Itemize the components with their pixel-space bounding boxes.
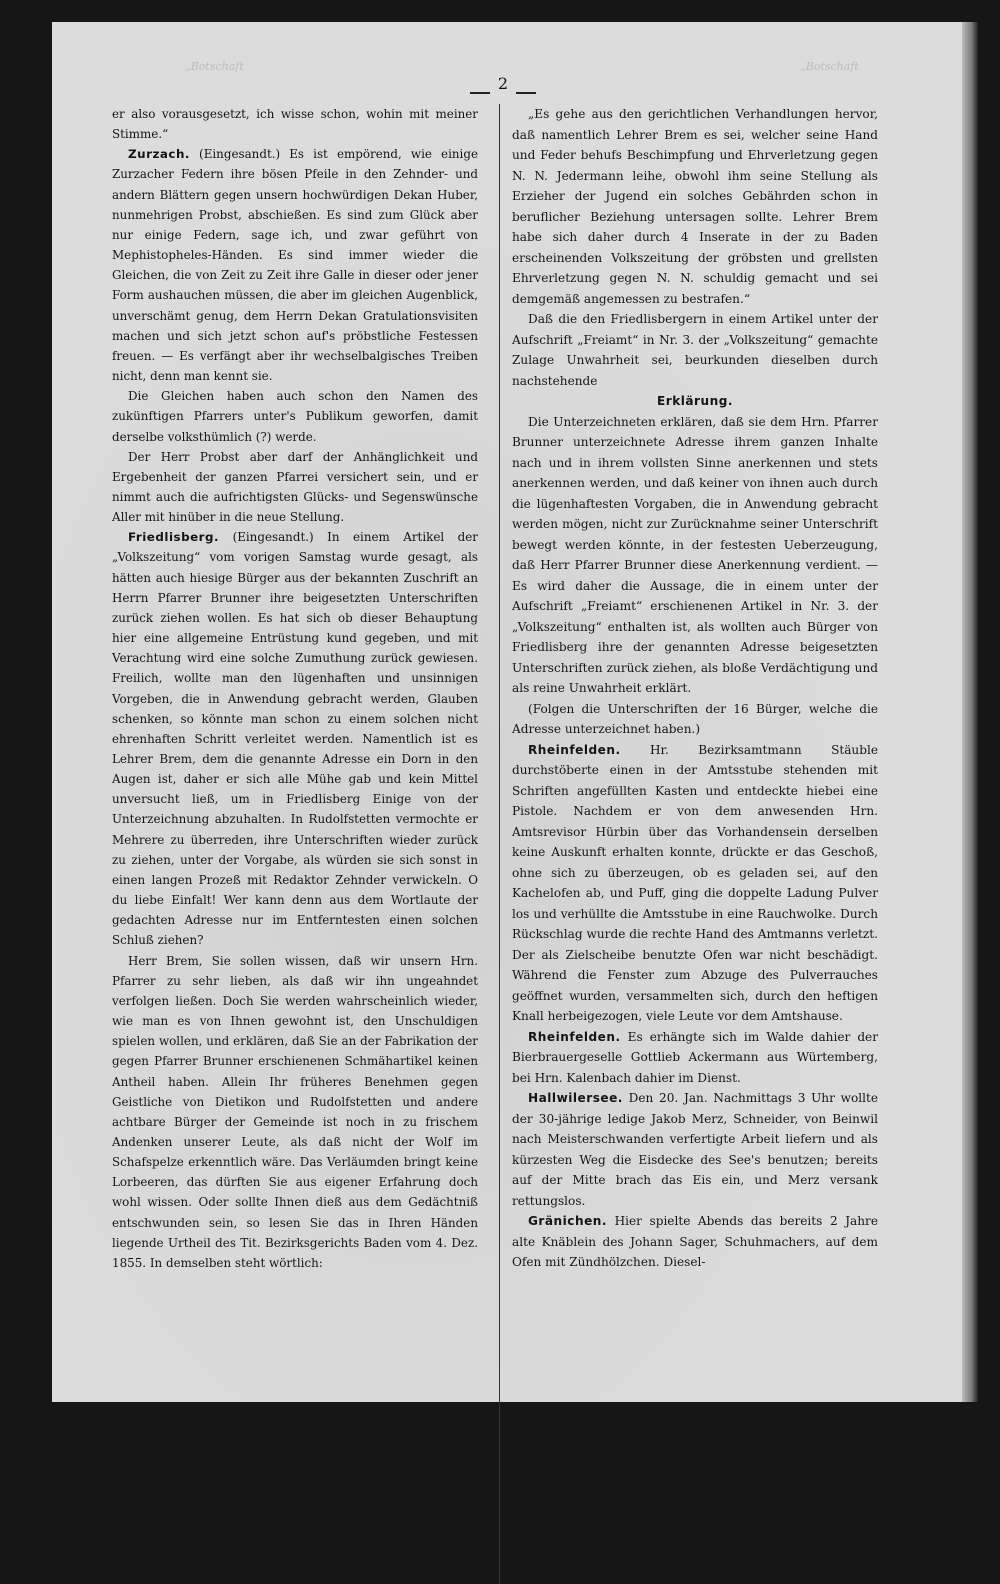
dateline: Zurzach. [128, 147, 190, 162]
article-paragraph [512, 699, 878, 740]
article-paragraph [112, 527, 478, 950]
dateline: Rheinfelden. [528, 742, 621, 757]
heading-text: Erklärung. [656, 394, 733, 408]
section-heading [512, 391, 878, 412]
paragraph-text: (Eingesandt.) Es ist empörend, wie einige Zurzacher Federn ihre bösen Pfeile in den Zehnder- und andern Blättern gegen unsern hochwürdigen Dekan Huber, nunmehrigen Probst, abschießen. Es sind zum Glück aber nur einige Federn, sage ich, und zwar geführt von Mephistopheles-Händen. Es sind immer wieder die Gleichen, die von Zeit zu Zeit ihre Galle in dieser oder jener Form aushauchen müssen, die aber im gleichen Augenblick, unverschämt genug, dem Herrn Dekan Gratulationsvisiten machen und sich jetzt schon auf's pröbstliche Festessen freuen. — Es verfängt aber ihr wechselbalgisches Treiben nicht, denn man kennt sie. [112, 147, 478, 384]
article-paragraph [512, 309, 878, 391]
article-paragraph [512, 1027, 878, 1089]
paragraph-text: Die Unterzeichneten erklären, daß sie dem Hrn. Pfarrer Brunner unterzeichnete Adresse ihrem ganzen Inhalte nach und in ihrem vollsten Sinne anerkennen und stets anerkennen werden, und daß keiner von ihnen auch durch die lügenhaftesten Vorgaben, die in Anwendung gebracht werden mögen, nicht zur Zurücknahme seiner Unterschrift bewegt werden könnte, in der festesten Ueberzeugung, daß Herr Pfarrer Brunner diese Anerkennung verdient. — Es wird daher die Aussage, die in einem unter der Aufschrift „Freiamt“ erschienenen Artikel in Nr. 3. der „Volkszeitung“ enthalten ist, als wollten auch Bürger von Friedlisberg ihre der genannten Adresse beigesetzten Unterschriften zurück ziehen, als bloße Verdächtigung und als reine Unwahrheit erklärt. [512, 414, 878, 695]
bleed-through-text-left: „Botschaft [185, 60, 244, 73]
dateline: Friedlisberg. [128, 530, 220, 545]
page-fold-shadow [962, 22, 978, 1402]
article-paragraph [512, 412, 878, 699]
page-number-rule-right [516, 92, 536, 94]
paragraph-text: Der Herr Probst aber darf der Anhänglichkeit und Ergebenheit der ganzen Pfarrei versichert sein, und er nimmt auch die aufrichtigsten Glücks- und Segenswünsche Aller mit hinüber in die neue Stellung. [112, 449, 478, 525]
paragraph-text: Hr. Bezirksamtmann Stäuble durchstöberte einen in der Amtsstube stehenden mit Schriften angefüllten Kasten und entdeckte hiebei eine Pistole. Nachdem er von dem anwesenden Hrn. Amtsrevisor Hürbin über das Vorhandensein derselben keine Auskunft erhalten konnte, drückte er das Geschoß, ohne sich zu überzeugen, ob es geladen sei, auf den Kachelofen ab, und Puff, ging die doppelte Ladung Pulver los und verhüllte die Amtsstube in eine Rauchwolke. Durch Rückschlag wurde die rechte Hand des Amtmanns verletzt. Der als Zielscheibe benutzte Ofen war nicht beschädigt. Während die Fenster zum Abzuge des Pulverrauches geöffnet wurden, versammelten sich, durch den heftigen Knall herbeigezogen, viele Leute vor dem Amtshause. [512, 742, 878, 1023]
article-paragraph [112, 951, 478, 1274]
dateline: Hallwilersee. [528, 1091, 623, 1105]
paragraph-text: er also vorausgesetzt, ich wisse schon, wohin mit meiner Stimme.“ [112, 107, 478, 142]
paragraph-text: Es erhängte sich im Walde dahier der Bierbrauergeselle Gottlieb Ackermann aus Würtemberg, bei Hrn. Kalenbach dahier im Dienst. [512, 1029, 878, 1085]
bleed-through-text-right: „Botschaft [800, 60, 859, 73]
article-paragraph [512, 1088, 878, 1211]
article-paragraph [112, 104, 478, 144]
article-paragraph [112, 144, 478, 386]
article-paragraph [512, 1211, 878, 1273]
paragraph-text: „Es gehe aus den gerichtlichen Verhandlungen hervor, daß namentlich Lehrer Brem es sei, welcher seine Hand und Feder behufs Beschimpfung und Ehrverletzung gegen N. N. Jedermann leihe, obwohl ihm seine Stellung als Erzieher der Jugend ein solches Gebährden schon in beruflicher Beziehung untersagen sollte. Lehrer Brem habe sich daher durch 4 Inserate in der zu Baden erscheinenden Volkszeitung der gröbsten und grellsten Ehrverletzung gegen N. N. schuldig gemacht und sei demgemäß angemessen zu bestrafen.“ [512, 107, 878, 306]
dateline: Gränichen. [528, 1214, 607, 1228]
paragraph-text: (Eingesandt.) In einem Artikel der „Volkszeitung“ vom vorigen Samstag wurde gesagt, als hätten auch hiesige Bürger aus der bekannten Zuschrift an Herrn Pfarrer Brunner ihre beigesetzten Unterschriften zurück ziehen wollen. Es hat sich ob dieser Behauptung hier eine allgemeine Entrüstung kund gegeben, und mit Verachtung wird eine solche Zumuthung zurück gewiesen. Freilich, wollte man den lügenhaften und unsinnigen Vorgeben, die in Anwendung gebracht werden, Glauben schenken, so könnte man schon zu einem solchen nicht ehrenhaften Schritt verleitet werden. Namentlich ist es Lehrer Brem, dem die genannte Adresse ein Dorn in den Augen ist, daher er sich alle Mühe gab und kein Mittel unversucht ließ, um in Friedlisberg Einige von der Unterzeichnung abzuhalten. In Rudolfstetten vermochte er Mehrere zu überreden, ihre Unterschriften wieder zurück zu ziehen, unter der Vorgabe, als würden sie sich sonst in einen langen Prozeß mit Redaktor Zehnder verwickeln. O du liebe Einfalt! Wer kann denn aus dem Wortlaute der gedachten Adresse nur im Entferntesten einen solchen Schluß ziehen? [112, 530, 478, 948]
paragraph-text: Daß die den Friedlisbergern in einem Artikel unter der Aufschrift „Freiamt“ in Nr. 3. der „Volkszeitung“ gemachte Zulage Unwahrheit sei, beurkunden dieselben durch nachstehende [512, 312, 878, 388]
paragraph-text: Den 20. Jan. Nachmittags 3 Uhr wollte der 30-jährige ledige Jakob Merz, Schneider, von Beinwil nach Meisterschwanden verfertigte Arbeit liefern und als kürzesten Weg die Eisdecke des See's benutzen; bereits auf der Mitte brach das Eis ein, und Merz versank rettungslos. [512, 1091, 878, 1208]
left-column [112, 104, 478, 1273]
right-column [512, 104, 878, 1273]
paragraph-text: Hier spielte Abends das bereits 2 Jahre alte Knäblein des Johann Sager, Schuhmachers, auf dem Ofen mit Zündhölzchen. Diesel- [512, 1214, 878, 1269]
paragraph-text: Die Gleichen haben auch schon den Namen des zukünftigen Pfarrers unter's Publikum geworfen, damit derselbe volksthümlich (?) werde. [112, 389, 478, 444]
paragraph-text: (Folgen die Unterschriften der 16 Bürger, welche die Adresse unterzeichnet haben.) [512, 701, 878, 736]
article-paragraph [112, 447, 478, 528]
column-divider [499, 104, 500, 1584]
article-paragraph [512, 104, 878, 309]
paragraph-text: Herr Brem, Sie sollen wissen, daß wir unsern Hrn. Pfarrer zu sehr lieben, als daß wir ihn ungeahndet verfolgen ließen. Doch Sie werden wahrscheinlich wieder, wie man es von Ihnen gewohnt ist, den Unschuldigen spielen wollen, und erklären, daß Sie an der Fabrikation der gegen Pfarrer Brunner erschienenen Schmähartikel keinen Antheil haben. Allein Ihr früheres Benehmen gegen Geistliche von Dietikon und Rudolfstetten und andere achtbare Bürger der Gemeinde ist noch in zu frischem Andenken unserer Leute, als daß nicht der Wolf im Schafspelze erkenntlich wäre. Das Verläumden bringt keine Lorbeeren, das dürften Sie aus eigener Erfahrung doch wohl wissen. Oder sollte Ihnen dieß aus dem Gedächtniß entschwunden sein, so lesen Sie das in Ihren Händen liegende Urtheil des Tit. Bezirksgerichts Baden vom 4. Dez. 1855. In demselben steht wörtlich: [112, 953, 478, 1270]
article-paragraph [112, 386, 478, 446]
dateline: Rheinfelden. [528, 1029, 621, 1044]
article-paragraph [512, 740, 878, 1027]
page-number: 2 [497, 74, 509, 93]
